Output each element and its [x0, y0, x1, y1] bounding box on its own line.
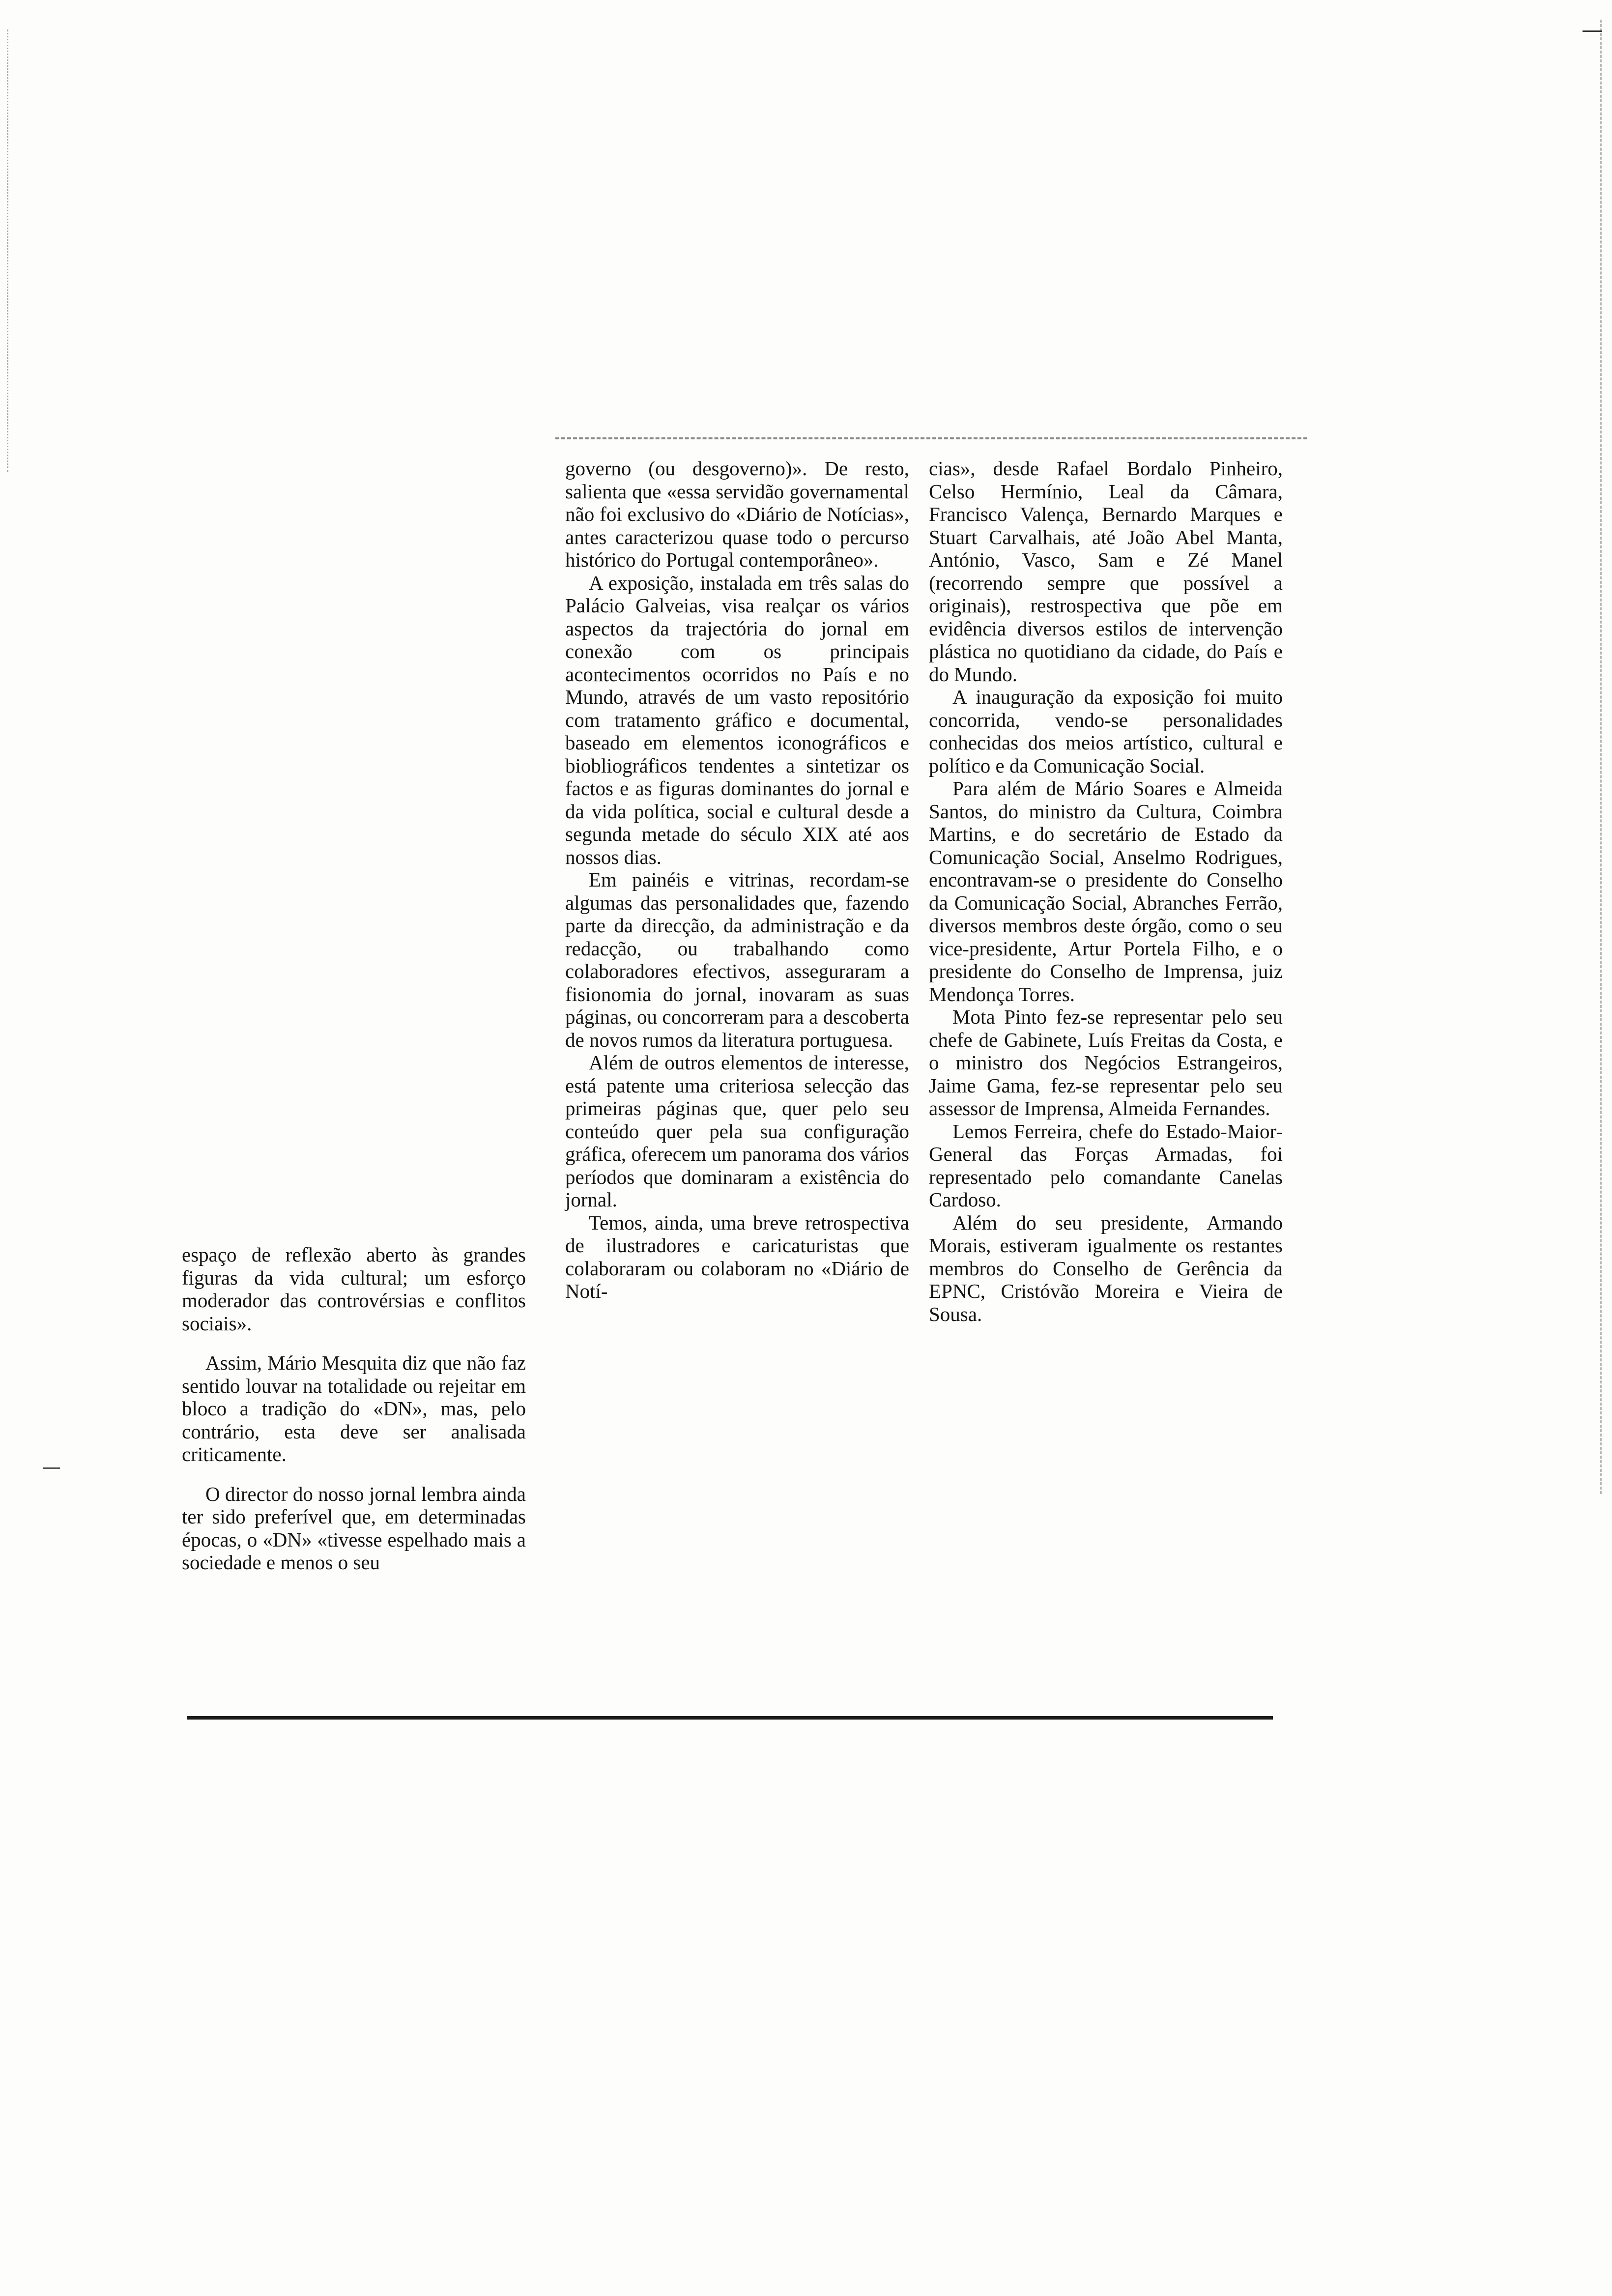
- column-2-paragraph: Temos, ainda, uma breve retrospectiva de ilustradores e caricaturistas que colaboraram ou colaboram no «Diário de Notí-: [565, 1211, 909, 1302]
- article-column-1: [182, 1243, 526, 1574]
- column-2-paragraph: Além de outros elementos de interesse, está patente uma criteriosa selecção das primeiras páginas que, quer pelo seu conteúdo quer pela sua configuração gráfica, oferecem um panorama dos vários períodos que dominaram a existência do jornal.: [565, 1051, 909, 1211]
- column-3-paragraph: Para além de Mário Soares e Almeida Santos, do ministro da Cultura, Coimbra Martins, e do secretário de Estado da Comunicação Social, Anselmo Rodrigues, encontravam-se o presidente do Conselho da Comunicação Social, Abranches Ferrão, diversos membros deste órgão, como o seu vice-presidente, Artur Portela Filho, e o presidente do Conselho de Imprensa, juiz Mendonça Torres.: [929, 777, 1283, 1005]
- column-3-paragraph: Mota Pinto fez-se representar pelo seu chefe de Gabinete, Luís Freitas da Costa, e o ministro dos Negócios Estrangeiros, Jaime Gama, fez-se representar pelo seu assessor de Imprensa, Almeida Fernandes.: [929, 1005, 1283, 1119]
- scan-edge-marks-left: [7, 29, 8, 472]
- column-1-paragraph: espaço de reflexão aberto às grandes figuras da vida cultural; um esforço moderador das controvérsias e conflitos sociais».: [182, 1243, 526, 1335]
- column-2-paragraph: A exposição, instalada em três salas do Palácio Galveias, visa realçar os vários aspectos da trajectória do jornal em conexão com os principais acontecimentos ocorridos no País e no Mundo, através de um vasto repositório com tratamento gráfico e documental, baseado em elementos iconográficos e biobliográficos tendentes a sintetizar os factos e as figuras dominantes do jornal e da vida política, social e cultural desde a segunda metade do século XIX até aos nossos dias.: [565, 571, 909, 868]
- column-3-paragraph: Lemos Ferreira, chefe do Estado-Maior-General das Forças Armadas, foi representado pelo comandante Canelas Cardoso.: [929, 1119, 1283, 1211]
- column-1-paragraph: O director do nosso jornal lembra ainda ter sido preferível que, em determinadas épocas, o «DN» «tivesse espelhado mais a sociedade e menos o seu: [182, 1482, 526, 1574]
- scan-edge-marks-right: [1600, 20, 1602, 1494]
- article-bottom-rule: [187, 1716, 1273, 1720]
- clipping-torn-edge: [555, 437, 1307, 444]
- column-3-paragraph: A inauguração da exposição foi muito concorrida, vendo-se personalidades conhecidas dos meios artístico, cultural e político e da Comunicação Social.: [929, 686, 1283, 777]
- column-3-paragraph: cias», desde Rafael Bordalo Pinheiro, Celso Hermínio, Leal da Câmara, Francisco Valença, Bernardo Marques e Stuart Carvalhais, até João Abel Manta, António, Vasco, Sam e Zé Manel (recorrendo sempre que possível a originais), restrospectiva que põe em evidência diversos estilos de intervenção plástica no quotidiano da cidade, do País e do Mundo.: [929, 457, 1283, 686]
- scan-mark-left-margin: [43, 1467, 60, 1469]
- scan-mark-top-right: [1583, 30, 1602, 32]
- column-1-paragraph: Assim, Mário Mesquita diz que não faz sentido louvar na totalidade ou rejeitar em bloco a tradição do «DN», mas, pelo contrário, esta deve ser analisada criticamente.: [182, 1351, 526, 1465]
- article-column-3: [929, 457, 1283, 1325]
- column-3-paragraph: Além do seu presidente, Armando Morais, estiveram igualmente os restantes membros do Conselho de Gerência da EPNC, Cristóvão Moreira e Vieira de Sousa.: [929, 1211, 1283, 1325]
- column-2-paragraph: Em painéis e vitrinas, recordam-se algumas das personalidades que, fazendo parte da direcção, da administração e da redacção, ou trabalhando como colaboradores efectivos, asseguraram a fisionomia do jornal, inovaram as suas páginas, ou concorreram para a descoberta de novos rumos da literatura portuguesa.: [565, 868, 909, 1051]
- article-column-2: [565, 457, 909, 1303]
- column-2-paragraph: governo (ou desgoverno)». De resto, salienta que «essa servidão governamental não foi exclusivo do «Diário de Notícias», antes caracterizou quase todo o percurso histórico do Portugal contemporâneo».: [565, 457, 909, 571]
